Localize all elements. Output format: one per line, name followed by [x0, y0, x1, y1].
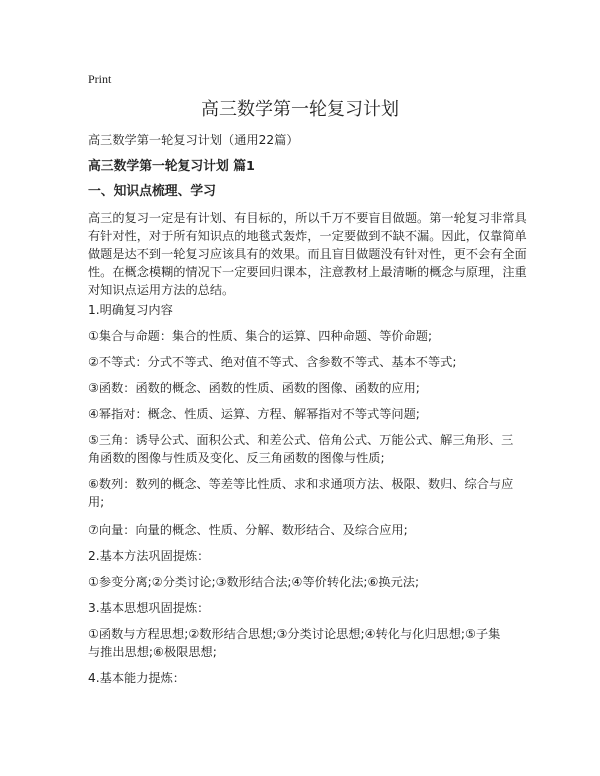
print-link[interactable]: Print [88, 72, 112, 86]
sub-heading: 一、知识点梳理、学习 [88, 184, 216, 199]
section-heading: 高三数学第一轮复习计划 篇1 [88, 159, 255, 174]
text-line: 用; [88, 495, 105, 509]
list-item: ⑦向量：向量的概念、性质、分解、数形结合、及综合应用; [88, 523, 408, 537]
p3-heading: 3.基本思想巩固提炼： [88, 601, 210, 615]
list-item [88, 431, 513, 467]
text-line: 做题是达不到一轮复习应该具有的效果。而且盲目做题没有针对性，更不会有全面 [88, 247, 527, 261]
text-line: ⑥数列：数列的概念、等差等比性质、求和求通项方法、极限、数归、综合与应 [88, 477, 514, 491]
p2-heading: 2.基本方法巩固提炼： [88, 549, 210, 563]
p3-text [88, 625, 500, 661]
p1-heading: 1.明确复习内容 [88, 303, 173, 317]
text-line: 有针对性，对于所有知识点的地毯式轰炸，一定要做到不缺不漏。因此，仅靠简单 [88, 229, 527, 243]
list-item [88, 475, 513, 511]
text-line: ①函数与方程思想;②数形结合思想;③分类讨论思想;④转化与化归思想;⑤子集 [88, 627, 501, 641]
intro-paragraph [88, 209, 527, 299]
p4-heading: 4.基本能力提炼： [88, 671, 185, 685]
list-item: ③函数：函数的概念、函数的性质、函数的图像、函数的应用; [88, 381, 420, 395]
subtitle: 高三数学第一轮复习计划（通用22篇） [88, 133, 299, 147]
list-item: ②不等式：分式不等式、绝对值不等式、含参数不等式、基本不等式; [88, 355, 457, 369]
list-item: ④幂指对：概念、性质、运算、方程、解幂指对不等式等问题; [88, 407, 420, 421]
page-title: 高三数学第一轮复习计划 [201, 99, 399, 120]
text-line: 角函数的图像与性质及变化、反三角函数的图像与性质; [88, 451, 385, 465]
text-line: 对知识点运用方法的总结。 [88, 283, 235, 297]
p2-text: ①参变分离;②分类讨论;③数形结合法;④等价转化法;⑥换元法; [88, 575, 420, 589]
list-item: ①集合与命题：集合的性质、集合的运算、四种命题、等价命题; [88, 329, 433, 343]
text-line: ⑤三角：诱导公式、面积公式、和差公式、倍角公式、万能公式、解三角形、三 [88, 433, 514, 447]
text-line: 性。在概念模糊的情况下一定要回归课本，注意教材上最清晰的概念与原理，注重 [88, 265, 527, 279]
text-line: 高三的复习一定是有计划、有目标的，所以千万不要盲目做题。第一轮复习非常具 [88, 211, 527, 225]
text-line: 与推出思想;⑥极限思想; [88, 645, 217, 659]
